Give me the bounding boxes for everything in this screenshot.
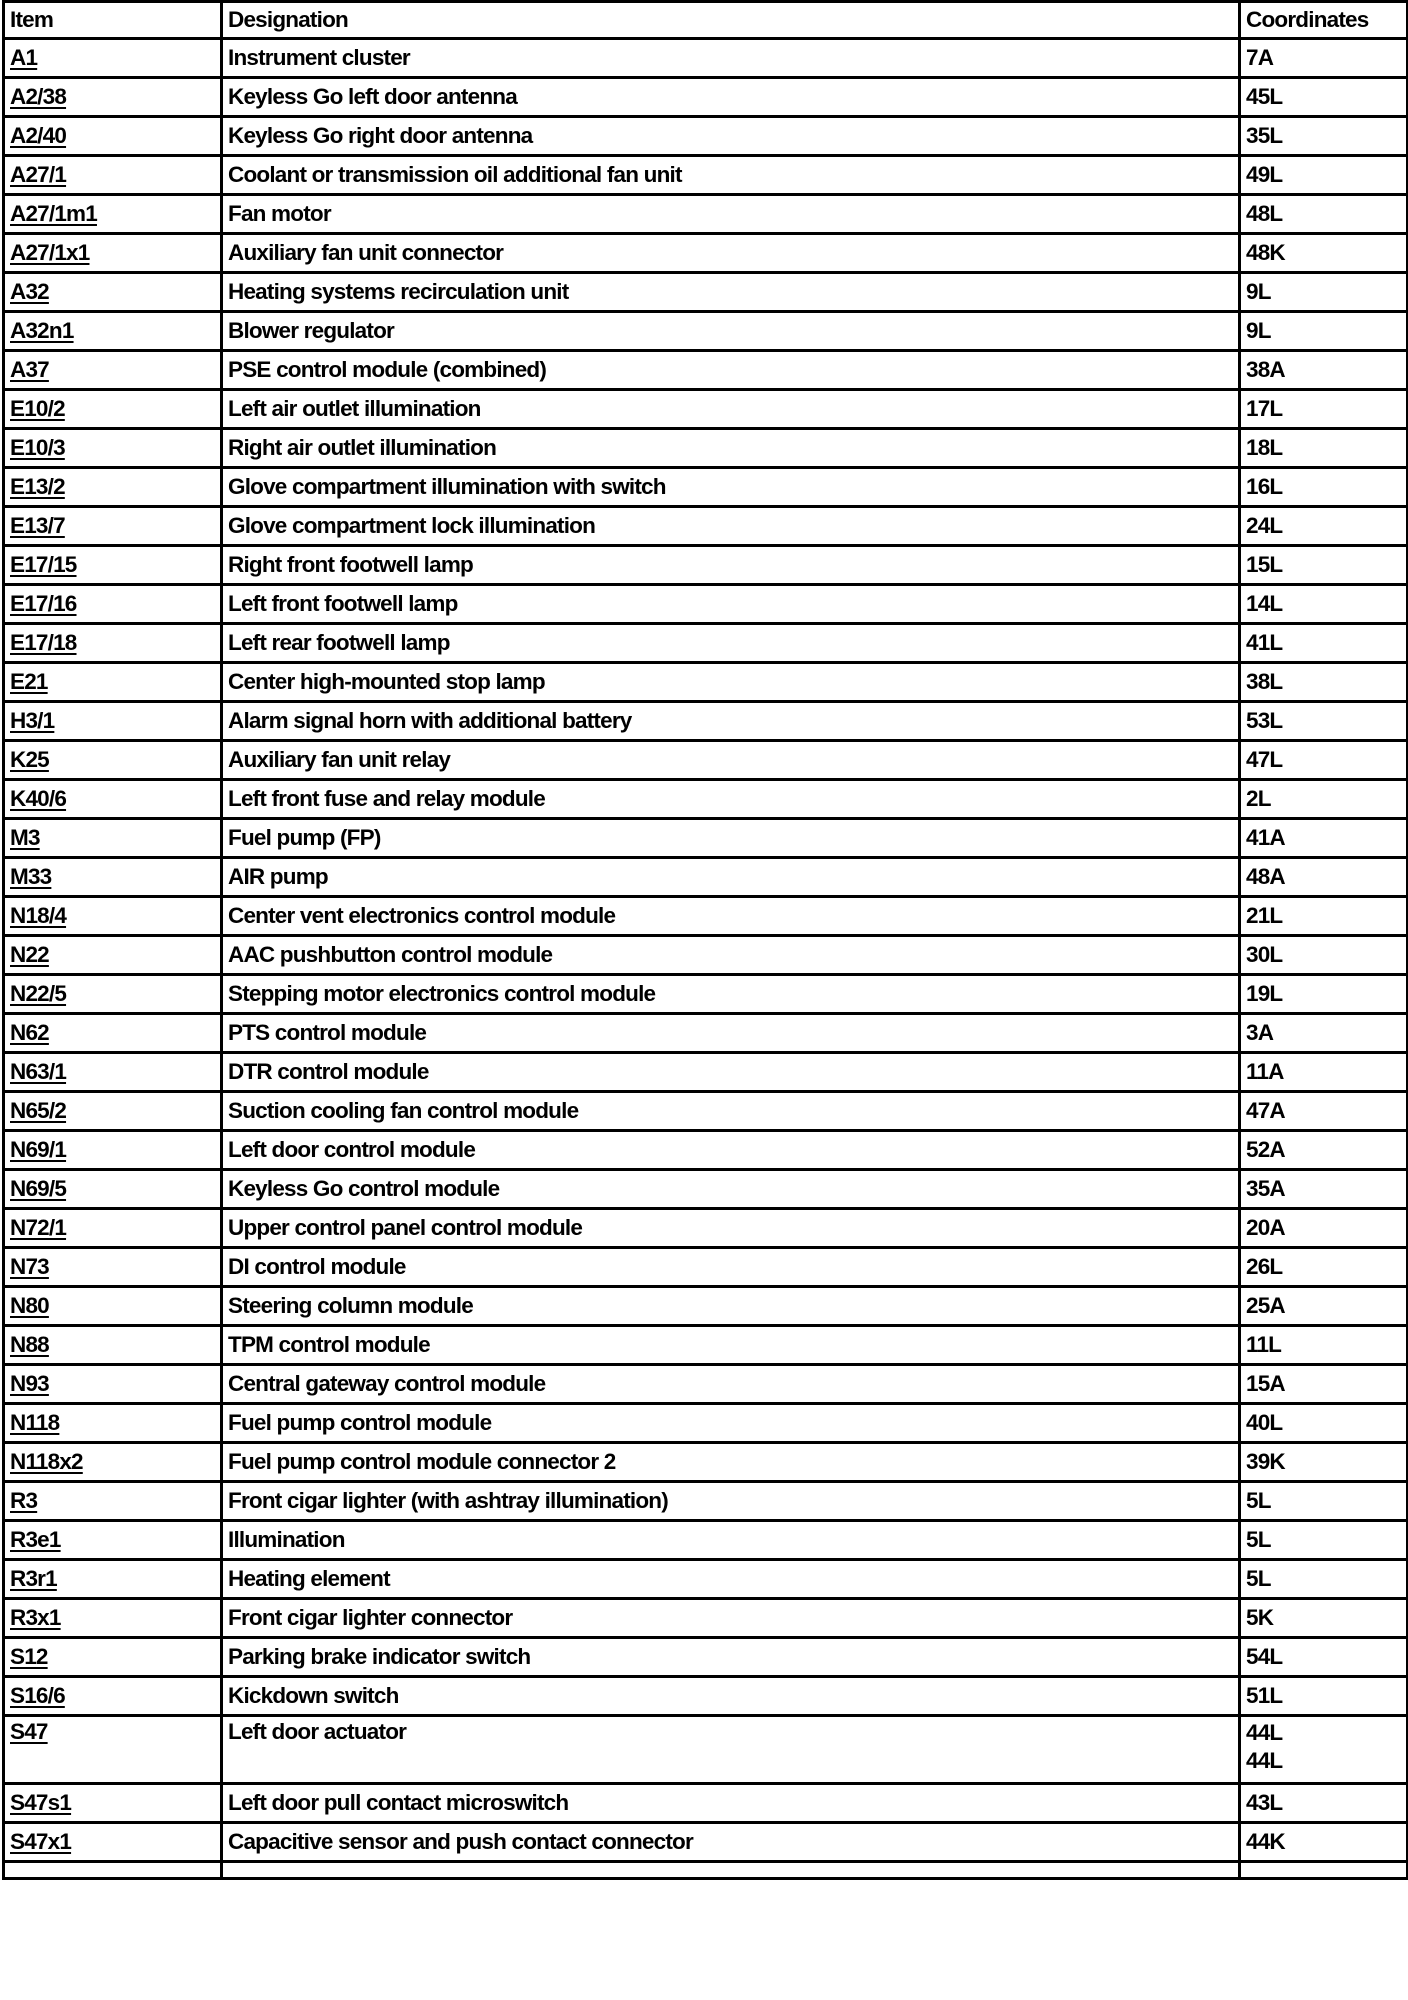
coordinates-cell bbox=[1240, 1784, 1408, 1823]
table-row bbox=[4, 78, 1408, 117]
item-link[interactable]: N118 bbox=[10, 1410, 60, 1435]
designation-cell: Fuel pump (FP) bbox=[222, 819, 1240, 858]
table-row bbox=[4, 1404, 1408, 1443]
coordinates-cell bbox=[1240, 1053, 1408, 1092]
item-cell bbox=[4, 78, 222, 117]
item-link[interactable]: N69/5 bbox=[10, 1176, 67, 1201]
table-row bbox=[4, 1365, 1408, 1404]
item-cell bbox=[4, 1248, 222, 1287]
coordinate-value: 5L bbox=[1246, 1566, 1271, 1591]
item-cell bbox=[4, 1560, 222, 1599]
item-cell bbox=[4, 1784, 222, 1823]
coordinates-cell bbox=[1240, 78, 1408, 117]
coordinate-value: 44K bbox=[1246, 1829, 1285, 1854]
coordinates-cell bbox=[1240, 273, 1408, 312]
coordinates-cell bbox=[1240, 546, 1408, 585]
coordinate-value: 45L bbox=[1246, 84, 1283, 109]
designation-cell: Parking brake indicator switch bbox=[222, 1638, 1240, 1677]
coordinate-value: 49L bbox=[1246, 162, 1283, 187]
item-cell bbox=[4, 819, 222, 858]
item-cell bbox=[4, 702, 222, 741]
designation-cell: Stepping motor electronics control module bbox=[222, 975, 1240, 1014]
table-row bbox=[4, 780, 1408, 819]
item-link[interactable]: S47 bbox=[10, 1719, 48, 1744]
table-row bbox=[4, 468, 1408, 507]
item-link[interactable]: R3e1 bbox=[10, 1527, 61, 1552]
item-cell bbox=[4, 156, 222, 195]
item-link[interactable]: A2/40 bbox=[10, 123, 67, 148]
designation-cell: Left door actuator bbox=[222, 1716, 1240, 1784]
table-row bbox=[4, 663, 1408, 702]
item-link[interactable]: N63/1 bbox=[10, 1059, 67, 1084]
designation-cell: Alarm signal horn with additional battery bbox=[222, 702, 1240, 741]
item-cell bbox=[4, 1716, 222, 1784]
empty-cell bbox=[4, 1862, 222, 1879]
coordinates-cell bbox=[1240, 1170, 1408, 1209]
item-link[interactable]: N22 bbox=[10, 942, 49, 967]
item-link[interactable]: E21 bbox=[10, 669, 48, 694]
designation-cell: PSE control module (combined) bbox=[222, 351, 1240, 390]
item-cell bbox=[4, 429, 222, 468]
designation-cell: Keyless Go control module bbox=[222, 1170, 1240, 1209]
item-cell bbox=[4, 273, 222, 312]
coordinates-cell bbox=[1240, 1677, 1408, 1716]
designation-cell: Right front footwell lamp bbox=[222, 546, 1240, 585]
item-cell bbox=[4, 468, 222, 507]
item-cell bbox=[4, 507, 222, 546]
item-link[interactable]: N72/1 bbox=[10, 1215, 67, 1240]
item-cell bbox=[4, 1404, 222, 1443]
table-row bbox=[4, 1014, 1408, 1053]
coordinates-cell bbox=[1240, 1716, 1408, 1784]
designation-cell: Fuel pump control module bbox=[222, 1404, 1240, 1443]
header-designation: Designation bbox=[222, 2, 1240, 39]
table-row bbox=[4, 1521, 1408, 1560]
coordinates-cell bbox=[1240, 1443, 1408, 1482]
empty-row bbox=[4, 1862, 1408, 1879]
coordinate-value: 3A bbox=[1246, 1020, 1274, 1045]
designation-cell: AAC pushbutton control module bbox=[222, 936, 1240, 975]
table-row bbox=[4, 546, 1408, 585]
item-link[interactable]: E10/2 bbox=[10, 396, 65, 421]
item-cell bbox=[4, 663, 222, 702]
coordinate-value: 14L bbox=[1246, 591, 1283, 616]
designation-cell: Suction cooling fan control module bbox=[222, 1092, 1240, 1131]
header-item: Item bbox=[4, 2, 222, 39]
item-cell bbox=[4, 234, 222, 273]
item-cell bbox=[4, 546, 222, 585]
table-row bbox=[4, 1560, 1408, 1599]
coordinate-value: 5L bbox=[1246, 1488, 1271, 1513]
designation-cell: PTS control module bbox=[222, 1014, 1240, 1053]
item-cell bbox=[4, 1092, 222, 1131]
item-cell bbox=[4, 780, 222, 819]
item-link[interactable]: N22/5 bbox=[10, 981, 67, 1006]
coordinates-cell bbox=[1240, 117, 1408, 156]
coordinates-cell bbox=[1240, 741, 1408, 780]
designation-cell: Fuel pump control module connector 2 bbox=[222, 1443, 1240, 1482]
item-link[interactable]: A27/1m1 bbox=[10, 201, 97, 226]
designation-cell: Heating systems recirculation unit bbox=[222, 273, 1240, 312]
coordinates-cell bbox=[1240, 975, 1408, 1014]
designation-cell: Left door pull contact microswitch bbox=[222, 1784, 1240, 1823]
item-link[interactable]: A27/1 bbox=[10, 162, 67, 187]
item-link[interactable]: N18/4 bbox=[10, 903, 67, 928]
coordinates-cell bbox=[1240, 1560, 1408, 1599]
header-coordinates: Coordinates bbox=[1240, 2, 1408, 39]
item-link[interactable]: E13/2 bbox=[10, 474, 65, 499]
coordinates-cell bbox=[1240, 351, 1408, 390]
table-row bbox=[4, 156, 1408, 195]
table-row bbox=[4, 741, 1408, 780]
component-legend-table bbox=[2, 0, 1408, 1880]
coordinate-value: 16L bbox=[1246, 474, 1283, 499]
item-link[interactable]: N88 bbox=[10, 1332, 49, 1357]
item-cell bbox=[4, 1014, 222, 1053]
coordinate-value: 25A bbox=[1246, 1293, 1285, 1318]
table-row bbox=[4, 585, 1408, 624]
table-row bbox=[4, 195, 1408, 234]
coordinate-value: 18L bbox=[1246, 435, 1283, 460]
coordinates-cell bbox=[1240, 234, 1408, 273]
coordinates-cell bbox=[1240, 468, 1408, 507]
item-link[interactable]: A2/38 bbox=[10, 84, 67, 109]
table-row bbox=[4, 273, 1408, 312]
table-row bbox=[4, 1248, 1408, 1287]
item-link[interactable]: N73 bbox=[10, 1254, 49, 1279]
item-link[interactable]: A27/1x1 bbox=[10, 240, 90, 265]
coordinate-value: 43L bbox=[1246, 1790, 1283, 1815]
coordinate-value: 17L bbox=[1246, 396, 1283, 421]
table-row bbox=[4, 624, 1408, 663]
legend-body bbox=[4, 39, 1408, 1879]
designation-cell: TPM control module bbox=[222, 1326, 1240, 1365]
table-row bbox=[4, 1638, 1408, 1677]
table-row bbox=[4, 1053, 1408, 1092]
item-cell bbox=[4, 1131, 222, 1170]
coordinate-value: 11A bbox=[1246, 1059, 1284, 1084]
item-cell bbox=[4, 117, 222, 156]
coordinates-cell bbox=[1240, 429, 1408, 468]
item-link[interactable]: N80 bbox=[10, 1293, 49, 1318]
designation-cell: Central gateway control module bbox=[222, 1365, 1240, 1404]
item-link[interactable]: S12 bbox=[10, 1644, 48, 1669]
coordinate-value: 9L bbox=[1246, 279, 1271, 304]
item-link[interactable]: N69/1 bbox=[10, 1137, 67, 1162]
item-cell bbox=[4, 195, 222, 234]
coordinates-cell bbox=[1240, 585, 1408, 624]
coordinate-value: 41A bbox=[1246, 825, 1285, 850]
item-link[interactable]: N118x2 bbox=[10, 1449, 83, 1474]
designation-cell: Glove compartment illumination with switch bbox=[222, 468, 1240, 507]
item-link[interactable]: N93 bbox=[10, 1371, 49, 1396]
designation-cell: Glove compartment lock illumination bbox=[222, 507, 1240, 546]
item-link[interactable]: K25 bbox=[10, 747, 49, 772]
designation-cell: Blower regulator bbox=[222, 312, 1240, 351]
coordinate-value: 40L bbox=[1246, 1410, 1283, 1435]
item-cell bbox=[4, 1365, 222, 1404]
item-cell bbox=[4, 39, 222, 78]
table-row bbox=[4, 702, 1408, 741]
item-cell bbox=[4, 1326, 222, 1365]
table-row bbox=[4, 507, 1408, 546]
item-link[interactable]: N62 bbox=[10, 1020, 49, 1045]
designation-cell: Steering column module bbox=[222, 1287, 1240, 1326]
coordinate-value: 44L bbox=[1246, 1720, 1283, 1745]
designation-cell: Left air outlet illumination bbox=[222, 390, 1240, 429]
item-cell bbox=[4, 975, 222, 1014]
item-cell bbox=[4, 1287, 222, 1326]
coordinate-value: 21L bbox=[1246, 903, 1283, 928]
table-row bbox=[4, 390, 1408, 429]
item-cell bbox=[4, 936, 222, 975]
designation-cell: Front cigar lighter connector bbox=[222, 1599, 1240, 1638]
designation-cell: AIR pump bbox=[222, 858, 1240, 897]
designation-cell: Fan motor bbox=[222, 195, 1240, 234]
designation-cell: Kickdown switch bbox=[222, 1677, 1240, 1716]
coordinates-cell bbox=[1240, 1014, 1408, 1053]
designation-cell: DI control module bbox=[222, 1248, 1240, 1287]
item-link[interactable]: R3 bbox=[10, 1488, 38, 1513]
item-cell bbox=[4, 897, 222, 936]
coordinate-value: 30L bbox=[1246, 942, 1283, 967]
coordinates-cell bbox=[1240, 936, 1408, 975]
coordinates-cell bbox=[1240, 1131, 1408, 1170]
coordinate-value: 26L bbox=[1246, 1254, 1283, 1279]
table-row bbox=[4, 1443, 1408, 1482]
item-link[interactable]: E17/15 bbox=[10, 552, 77, 577]
coordinates-cell bbox=[1240, 1638, 1408, 1677]
coordinate-value: 38A bbox=[1246, 357, 1285, 382]
coordinates-cell bbox=[1240, 1404, 1408, 1443]
item-link[interactable]: A37 bbox=[10, 357, 49, 382]
coordinate-value: 41L bbox=[1246, 630, 1283, 655]
item-cell bbox=[4, 1521, 222, 1560]
coordinates-cell bbox=[1240, 1365, 1408, 1404]
table-row bbox=[4, 1287, 1408, 1326]
coordinate-value: 19L bbox=[1246, 981, 1283, 1006]
coordinate-value: 47L bbox=[1246, 747, 1283, 772]
item-cell bbox=[4, 1599, 222, 1638]
item-link[interactable]: S47s1 bbox=[10, 1790, 72, 1815]
empty-cell bbox=[222, 1862, 1240, 1879]
coordinates-cell bbox=[1240, 1521, 1408, 1560]
coordinates-cell bbox=[1240, 663, 1408, 702]
coordinate-value: 54L bbox=[1246, 1644, 1283, 1669]
table-row bbox=[4, 429, 1408, 468]
item-link[interactable]: R3x1 bbox=[10, 1605, 61, 1630]
coordinates-cell bbox=[1240, 624, 1408, 663]
coordinate-value: 44L bbox=[1246, 1748, 1283, 1773]
coordinates-cell bbox=[1240, 819, 1408, 858]
coordinate-value: 5K bbox=[1246, 1605, 1274, 1630]
coordinates-cell bbox=[1240, 1599, 1408, 1638]
coordinates-cell bbox=[1240, 507, 1408, 546]
item-link[interactable]: S47x1 bbox=[10, 1829, 72, 1854]
item-link[interactable]: R3r1 bbox=[10, 1566, 57, 1591]
coordinate-value: 20A bbox=[1246, 1215, 1285, 1240]
table-row bbox=[4, 1784, 1408, 1823]
designation-cell: DTR control module bbox=[222, 1053, 1240, 1092]
table-row bbox=[4, 117, 1408, 156]
table-row bbox=[4, 39, 1408, 78]
designation-cell: Center high-mounted stop lamp bbox=[222, 663, 1240, 702]
item-cell bbox=[4, 390, 222, 429]
designation-cell: Auxiliary fan unit relay bbox=[222, 741, 1240, 780]
designation-cell: Keyless Go left door antenna bbox=[222, 78, 1240, 117]
designation-cell: Illumination bbox=[222, 1521, 1240, 1560]
coordinates-cell bbox=[1240, 1287, 1408, 1326]
table-row bbox=[4, 1326, 1408, 1365]
coordinates-cell bbox=[1240, 1092, 1408, 1131]
table-row bbox=[4, 1716, 1408, 1784]
coordinates-cell bbox=[1240, 390, 1408, 429]
coordinate-value: 15L bbox=[1246, 552, 1283, 577]
coordinates-cell bbox=[1240, 1209, 1408, 1248]
item-link[interactable]: K40/6 bbox=[10, 786, 67, 811]
table-row bbox=[4, 1170, 1408, 1209]
item-cell bbox=[4, 1209, 222, 1248]
coordinate-value: 7A bbox=[1246, 45, 1274, 70]
table-row bbox=[4, 234, 1408, 273]
coordinates-cell bbox=[1240, 1823, 1408, 1862]
item-link[interactable]: A32 bbox=[10, 279, 49, 304]
coordinate-value: 5L bbox=[1246, 1527, 1271, 1552]
item-link[interactable]: E17/16 bbox=[10, 591, 77, 616]
table-row bbox=[4, 1677, 1408, 1716]
table-row bbox=[4, 1092, 1408, 1131]
item-cell bbox=[4, 1443, 222, 1482]
item-link[interactable]: S16/6 bbox=[10, 1683, 65, 1708]
table-row bbox=[4, 819, 1408, 858]
coordinates-cell bbox=[1240, 156, 1408, 195]
coordinates-cell bbox=[1240, 780, 1408, 819]
table-row bbox=[4, 1823, 1408, 1862]
coordinate-value: 39K bbox=[1246, 1449, 1285, 1474]
coordinate-value: 51L bbox=[1246, 1683, 1283, 1708]
table-row bbox=[4, 1209, 1408, 1248]
coordinate-value: 9L bbox=[1246, 318, 1271, 343]
coordinates-cell bbox=[1240, 1326, 1408, 1365]
empty-cell bbox=[1240, 1862, 1408, 1879]
coordinate-value: 53L bbox=[1246, 708, 1283, 733]
item-link[interactable]: M3 bbox=[10, 825, 40, 850]
item-link[interactable]: N65/2 bbox=[10, 1098, 67, 1123]
table-header-row bbox=[4, 2, 1408, 39]
coordinate-value: 35L bbox=[1246, 123, 1283, 148]
item-link[interactable]: A1 bbox=[10, 45, 38, 70]
designation-cell: Left front footwell lamp bbox=[222, 585, 1240, 624]
coordinate-value: 38L bbox=[1246, 669, 1283, 694]
item-link[interactable]: M33 bbox=[10, 864, 52, 889]
item-cell bbox=[4, 1677, 222, 1716]
coordinates-cell bbox=[1240, 1248, 1408, 1287]
table-row bbox=[4, 1482, 1408, 1521]
coordinates-cell bbox=[1240, 312, 1408, 351]
item-link[interactable]: H3/1 bbox=[10, 708, 55, 733]
table-row bbox=[4, 1131, 1408, 1170]
coordinate-value: 47A bbox=[1246, 1098, 1285, 1123]
coordinates-cell bbox=[1240, 858, 1408, 897]
coordinate-value: 48A bbox=[1246, 864, 1285, 889]
item-cell bbox=[4, 1823, 222, 1862]
item-link[interactable]: A32n1 bbox=[10, 318, 74, 343]
coordinate-value: 48L bbox=[1246, 201, 1283, 226]
designation-cell: Left door control module bbox=[222, 1131, 1240, 1170]
coordinate-value: 48K bbox=[1246, 240, 1285, 265]
designation-cell: Upper control panel control module bbox=[222, 1209, 1240, 1248]
designation-cell: Left rear footwell lamp bbox=[222, 624, 1240, 663]
designation-cell: Right air outlet illumination bbox=[222, 429, 1240, 468]
item-cell bbox=[4, 1170, 222, 1209]
coordinates-cell bbox=[1240, 1482, 1408, 1521]
designation-cell: Capacitive sensor and push contact connector bbox=[222, 1823, 1240, 1862]
designation-cell: Heating element bbox=[222, 1560, 1240, 1599]
designation-cell: Instrument cluster bbox=[222, 39, 1240, 78]
item-link[interactable]: E10/3 bbox=[10, 435, 65, 460]
table-row bbox=[4, 1599, 1408, 1638]
coordinate-value: 52A bbox=[1246, 1137, 1285, 1162]
table-row bbox=[4, 897, 1408, 936]
item-link[interactable]: E17/18 bbox=[10, 630, 77, 655]
table-row bbox=[4, 312, 1408, 351]
item-cell bbox=[4, 624, 222, 663]
item-link[interactable]: E13/7 bbox=[10, 513, 65, 538]
designation-cell: Keyless Go right door antenna bbox=[222, 117, 1240, 156]
item-cell bbox=[4, 741, 222, 780]
coordinate-value: 2L bbox=[1246, 786, 1271, 811]
designation-cell: Auxiliary fan unit connector bbox=[222, 234, 1240, 273]
item-cell bbox=[4, 312, 222, 351]
designation-cell: Coolant or transmission oil additional fan unit bbox=[222, 156, 1240, 195]
coordinates-cell bbox=[1240, 39, 1408, 78]
coordinate-value: 11L bbox=[1246, 1332, 1282, 1357]
table-row bbox=[4, 975, 1408, 1014]
item-cell bbox=[4, 585, 222, 624]
coordinates-cell bbox=[1240, 195, 1408, 234]
coordinate-value: 24L bbox=[1246, 513, 1283, 538]
item-cell bbox=[4, 1053, 222, 1092]
coordinate-value: 35A bbox=[1246, 1176, 1285, 1201]
table-row bbox=[4, 351, 1408, 390]
designation-cell: Front cigar lighter (with ashtray illumination) bbox=[222, 1482, 1240, 1521]
item-cell bbox=[4, 858, 222, 897]
designation-cell: Left front fuse and relay module bbox=[222, 780, 1240, 819]
designation-cell: Center vent electronics control module bbox=[222, 897, 1240, 936]
coordinates-cell bbox=[1240, 702, 1408, 741]
table-row bbox=[4, 936, 1408, 975]
coordinate-value: 15A bbox=[1246, 1371, 1285, 1396]
item-cell bbox=[4, 1638, 222, 1677]
item-cell bbox=[4, 1482, 222, 1521]
table-row bbox=[4, 858, 1408, 897]
coordinates-cell bbox=[1240, 897, 1408, 936]
item-cell bbox=[4, 351, 222, 390]
